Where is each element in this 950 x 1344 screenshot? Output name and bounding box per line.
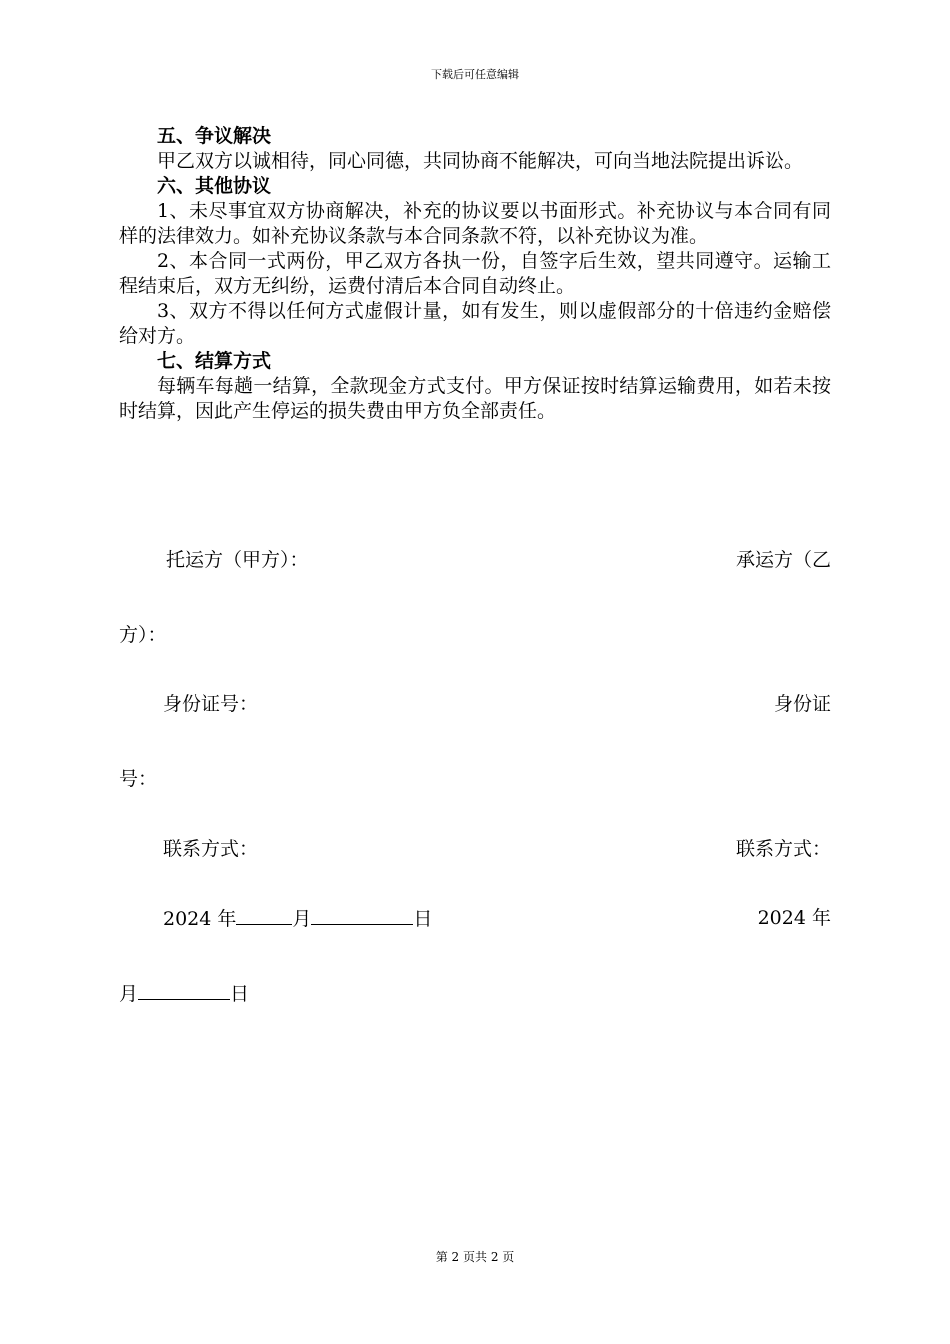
party-b-label-end: 方）： xyxy=(119,624,167,646)
date-b-month: 月 xyxy=(119,983,139,1005)
paragraph: 每辆车每趟一结算，全款现金方式支付。甲方保证按时结算运输费用，如若未按时结算，因此产生停运的损失费由甲方负全部责任。 xyxy=(119,375,831,422)
paragraph: 3、双方不得以任何方式虚假计量，如有发生，则以虚假部分的十倍违约金赔偿给对方。 xyxy=(119,300,831,347)
id-number-b-label-end: 号： xyxy=(119,768,158,790)
page-header: 下载后可任意编辑 xyxy=(431,68,519,81)
contact-a-label: 联系方式： xyxy=(163,838,259,860)
section-heading: 五、争议解决 xyxy=(157,125,272,147)
party-b-label-start: 承运方（乙 xyxy=(735,549,831,571)
party-a-label: 托运方（甲方）： xyxy=(166,549,309,571)
date-a xyxy=(163,906,432,932)
date-b xyxy=(119,981,249,1007)
paragraph: 1、未尽事宜双方协商解决，补充的协议要以书面形式。补充协议与本合同有同样的法律效力。如补充协议条款与本合同条款不符，以补充协议为准。 xyxy=(119,200,831,247)
section-heading: 七、结算方式 xyxy=(157,350,272,372)
contract-body xyxy=(119,124,831,424)
date-a-month: 月 xyxy=(292,908,312,930)
date-b-year: 2024 年 xyxy=(757,907,831,929)
date-a-year: 2024 年 xyxy=(163,908,237,930)
id-number-a-label: 身份证号： xyxy=(163,693,259,715)
date-a-day-blank xyxy=(311,906,413,925)
paragraph: 2、本合同一式两份，甲乙双方各执一份，自签字后生效，望共同遵守。运输工程结束后，双方无纠纷，运费付清后本合同自动终止。 xyxy=(119,250,831,297)
paragraph: 甲乙双方以诚相待，同心同德，共同协商不能解决，可向当地法院提出诉讼。 xyxy=(157,150,804,172)
date-b-day-blank xyxy=(138,981,230,1000)
date-b-day: 日 xyxy=(230,983,250,1005)
contact-b-label: 联系方式： xyxy=(735,838,831,860)
id-number-b-label-start: 身份证 xyxy=(773,693,831,715)
date-a-day: 日 xyxy=(413,908,433,930)
date-a-month-blank xyxy=(236,906,292,925)
section-heading: 六、其他协议 xyxy=(157,175,272,197)
page-footer: 第 2 页共 2 页 xyxy=(435,1250,515,1264)
